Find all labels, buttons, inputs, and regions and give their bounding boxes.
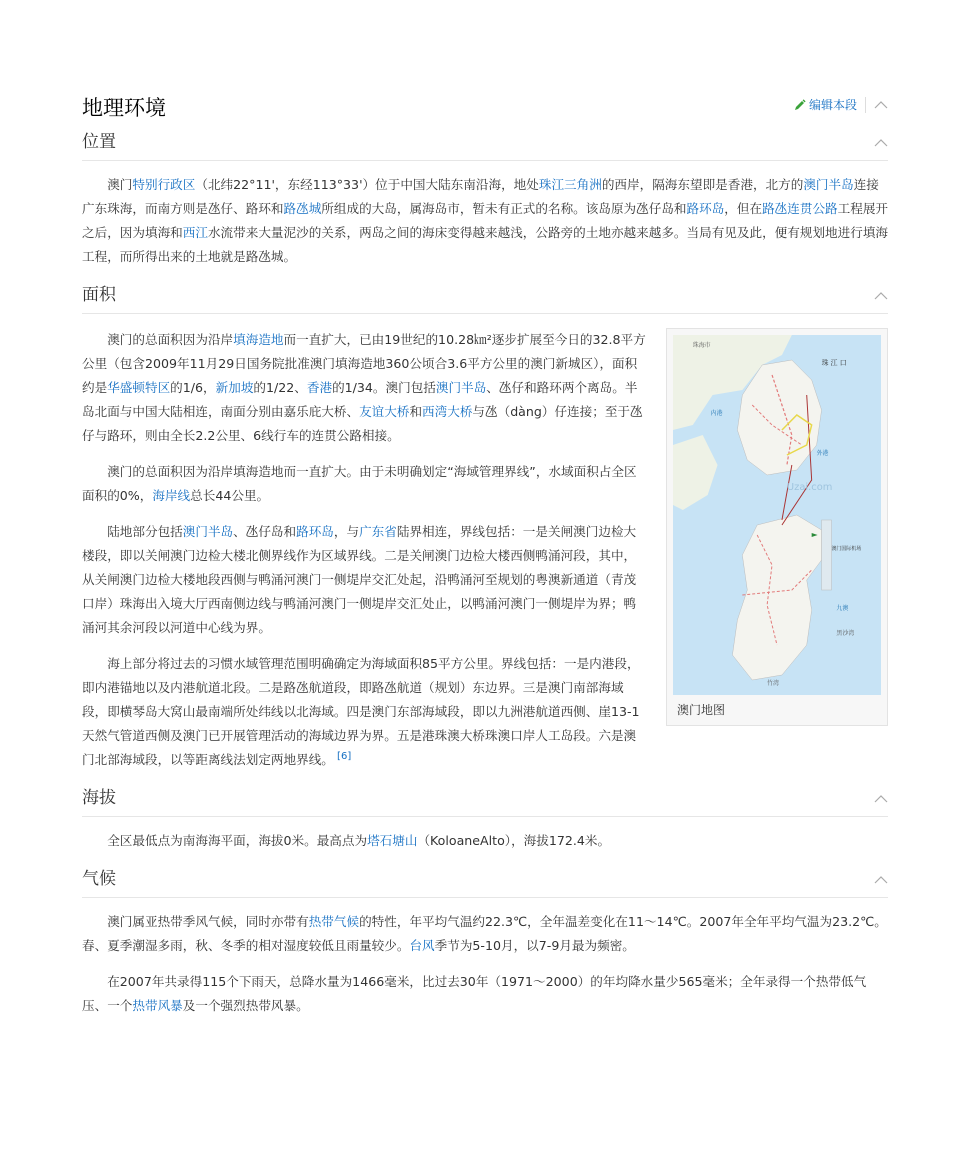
inline-link[interactable]: 西江	[182, 225, 208, 240]
section-header	[82, 90, 888, 126]
citation-link[interactable]: [6]	[333, 750, 352, 762]
inline-link[interactable]: 塔石塘山	[367, 833, 418, 848]
inline-link[interactable]: 填海造地	[233, 332, 284, 347]
inline-link[interactable]: 台风	[409, 938, 435, 953]
inline-link[interactable]: 西湾大桥	[422, 404, 473, 419]
inline-link[interactable]: 澳门半岛	[803, 177, 854, 192]
paragraph: 澳门的总面积因为沿岸填海造地而一直扩大，已由19世纪的10.28㎞²逐步扩展至今日的32.8平方公里（包含2009年11月29日国务院批准澳门填海造地360公顷合3.6平方公里的澳门新城区），面积约是华盛顿特区的1/6，新加坡的1/22、香港的1/34。澳门包括澳门半岛、氹仔和路环两个离岛。半岛北面与中国大陆相连，南面分别由嘉乐庇大桥、友谊大桥和西湾大桥与氹（dàng）仔连接；至于氹仔与路环，则由全长2.2公里、6线行车的连贯公路相接。	[82, 332, 646, 443]
inline-link[interactable]: 路氹连贯公路	[762, 201, 838, 216]
inline-link[interactable]: 香港	[306, 380, 333, 395]
map-label: 珠 江 口	[821, 358, 847, 368]
pencil-icon	[794, 99, 806, 111]
paragraph: 澳门的总面积因为沿岸填海造地而一直扩大。由于未明确划定“海域管理界线”，水域面积占全区面积的0%，海岸线总长44公里。	[82, 464, 637, 503]
paragraph: 在2007年共录得115个下雨天，总降水量为1466毫米，比过去30年（1971～2000）的年均降水量少565毫米；全年录得一个热带低气压、一个热带风暴及一个强烈热带风暴。	[82, 974, 867, 1013]
subsection-title-climate: 气候	[82, 869, 116, 889]
subsection-header	[82, 279, 888, 314]
inline-link[interactable]: 澳门半岛	[182, 524, 234, 539]
map-label: 黑沙湾	[836, 629, 855, 638]
subsection-header	[82, 782, 888, 817]
inline-link[interactable]: 特别行政区	[132, 177, 196, 192]
edit-section-label: 编辑本段	[808, 98, 857, 112]
subsection-title-location: 位置	[82, 132, 116, 152]
section-location	[82, 126, 888, 279]
figure-caption: 澳门地图	[677, 703, 726, 717]
inline-link[interactable]: 华盛顿特区	[107, 380, 171, 395]
divider	[865, 97, 866, 113]
page-title: 地理环境	[82, 96, 166, 120]
paragraph: 澳门特别行政区（北纬22°11'，东经113°33'）位于中国大陆东南沿海，地处珠江三角洲的西岸，隔海东望即是香港，北方的澳门半岛连接广东珠海，而南方则是氹仔、路环和路氹城所组成的大岛，属海岛市，暂未有正式的名称。该岛原为氹仔岛和路环岛，但在路氹连贯公路工程展开之后，因为填海和西江水流带来大量泥沙的关系，两岛之间的海床变得越来越浅，公路旁的土地亦越来越多。当局有见及此，便有规划地进行填海工程，而所得出来的土地就是路氹城。	[82, 177, 888, 264]
inline-link[interactable]: 广东省	[359, 524, 397, 539]
map-label: 澳门国际机场	[831, 545, 862, 553]
subsection-header	[82, 126, 888, 161]
map-label: 竹湾	[767, 679, 779, 688]
inline-link[interactable]: 路环岛	[296, 524, 334, 539]
collapse-chevron-up-icon[interactable]	[874, 794, 888, 804]
paragraph: 全区最低点为南海海平面，海拔0米。最高点为塔石塘山（KoloaneAlto），海拔172.4米。	[107, 833, 611, 848]
subsection-title-altitude: 海拔	[82, 788, 116, 808]
article	[82, 90, 888, 1018]
map-label: 珠海市	[692, 341, 711, 350]
paragraph: 澳门属亚热带季风气候，同时亦带有热带气候的特性，年平均气温约22.3℃，全年温差变化在11～14℃。2007年全年平均气温为23.2℃。春、夏季潮湿多雨，秋、冬季的相对湿度较低且雨量较少。台风季节为5-10月，以7-9月最为频密。	[82, 914, 887, 953]
edit-controls	[794, 96, 888, 113]
inline-link[interactable]: 新加坡	[215, 380, 254, 395]
map-figure[interactable]	[666, 328, 888, 726]
inline-link[interactable]: 海岸线	[152, 488, 191, 503]
inline-link[interactable]: 澳门半岛	[435, 380, 487, 395]
collapse-chevron-up-icon[interactable]	[874, 100, 888, 110]
section-climate	[82, 863, 888, 1018]
inline-link[interactable]: 路氹城	[283, 201, 322, 216]
inline-link[interactable]: 热带气候	[308, 914, 360, 929]
paragraph: 陆地部分包括澳门半岛、氹仔岛和路环岛，与广东省陆界相连，界线包括：一是关闸澳门边检大楼段，即以关闸澳门边检大楼北侧界线作为区域界线。二是关闸澳门边检大楼西侧鸭涌河段，其中，从关闸澳门边检大楼地段西侧与鸭涌河澳门一侧堤岸交汇处起，沿鸭涌河至规划的粤澳新通道（青茂口岸）珠海出入境大厅西南侧边线与鸭涌河澳门一侧堤岸交汇处止，以鸭涌河澳门一侧堤岸为界；鸭涌河其余河段以河道中心线为界。	[82, 524, 637, 635]
collapse-chevron-up-icon[interactable]	[874, 291, 888, 301]
inline-link[interactable]: 友谊大桥	[359, 404, 410, 419]
section-altitude	[82, 782, 888, 863]
collapse-chevron-up-icon[interactable]	[874, 875, 888, 885]
edit-section-button[interactable]	[794, 96, 857, 113]
section-area	[82, 279, 888, 782]
subsection-title-area: 面积	[82, 285, 116, 305]
collapse-chevron-up-icon[interactable]	[874, 138, 888, 148]
paragraph: 海上部分将过去的习惯水域管理范围明确确定为海域面积85平方公里。界线包括：一是内港段，即内港锚地以及内港航道北段。二是路氹航道段，即路氹航道（规划）东边界。三是澳门南部海域段，即横琴岛大窝山最南端所处纬线以北海域。四是澳门东部海域段，即以九洲港航道西侧、崖13-1天然气管道西侧及澳门已开展管理活动的海域边界为界。五是港珠澳大桥珠澳口岸人工岛段。六是澳门北部海域段，以等距离线法划定两地界线。 [6]	[82, 656, 640, 767]
macau-map-image[interactable]	[673, 335, 881, 695]
subsection-header	[82, 863, 888, 898]
watermark: Uzai.com	[786, 481, 833, 494]
map-label: 九澳	[836, 604, 849, 613]
map-label: 外港	[816, 449, 829, 458]
inline-link[interactable]: 珠江三角洲	[538, 177, 602, 192]
inline-link[interactable]: 路环岛	[686, 201, 725, 216]
inline-link[interactable]: 热带风暴	[132, 998, 183, 1013]
map-label: 内港	[710, 409, 723, 418]
